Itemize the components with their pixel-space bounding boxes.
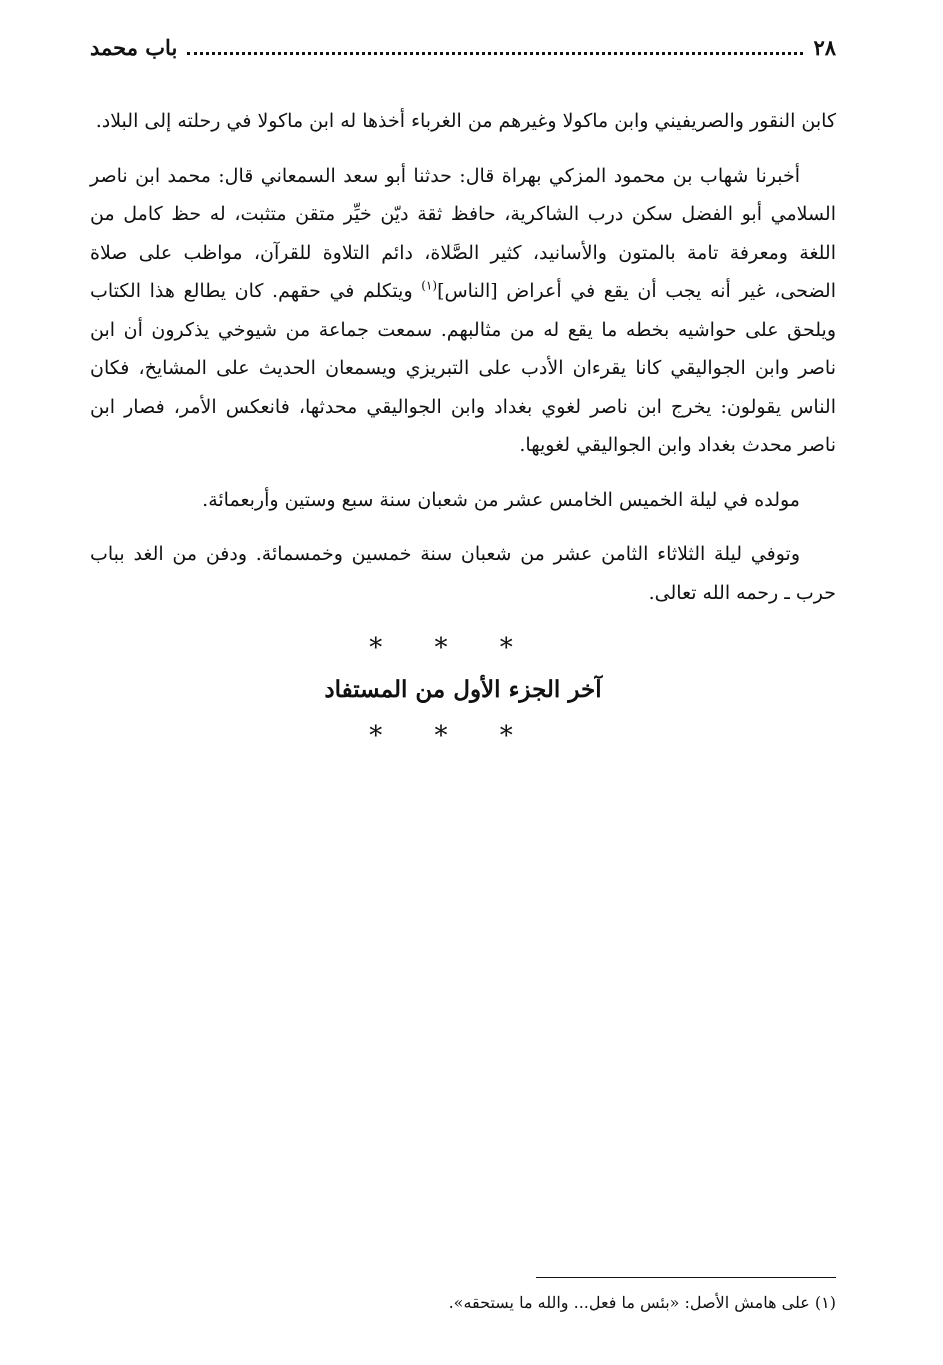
- chapter-title: باب محمد: [90, 35, 178, 60]
- paragraph-biography: [90, 157, 836, 465]
- paragraph-continuation: كابن النقور والصريفيني وابن ماكولا وغيرهم من الغرباء أخذها له ابن ماكولا في رحلته إلى البلاد.: [95, 110, 836, 132]
- dotted-leader: [187, 52, 803, 55]
- paragraph-biography-part1: أخبرنا شهاب بن محمود المزكي بهراة قال: حدثنا أبو سعد السمعاني قال: محمد ابن ناصر السلامي أبو الفضل سكن درب الشاكرية، حافظ ثقة ديّن خيِّر متقن متثبت، له حظ كامل من اللغة ومعرفة تامة بالمتون والأسانيد، كثير الصَّلاة، دائم التلاوة للقرآن، مواظب على صلاة الضحى، غير أنه يجب أن يقع في أعراض [الناس]: [90, 164, 836, 302]
- book-page: [90, 30, 836, 1350]
- asterisk-divider-top: * * *: [369, 633, 535, 663]
- paragraph-biography-part2: ويتكلم في حقهم. كان يطالع هذا الكتاب ويلحق على حواشيه بخطه ما يقع له من مثالبهم. سمعت جماعة من شيوخي يذكرون أن ابن ناصر وابن الجواليقي كانا يقرءان الأدب على التبريزي ويسمعان الحديث على المشايخ، فكان الناس يقولون: يخرج ابن ناصر لغوي بغداد وابن الجواليقي محدثها، فانعكس الأمر، فصار ابن ناصر محدث بغداد وابن الجواليقي لغويها.: [90, 280, 836, 456]
- footnote-rule: [536, 1277, 836, 1278]
- paragraph-birth: مولده في ليلة الخميس الخامس عشر من شعبان سنة سبع وستين وأربعمائة.: [202, 488, 800, 511]
- section-end-title: آخر الجزء الأول من المستفاد: [324, 676, 602, 703]
- running-header: [90, 30, 836, 62]
- body-text: [90, 102, 836, 756]
- footnote-text: (١) على هامش الأصل: «بئس ما فعل... والله ما يستحقه».: [448, 1293, 836, 1312]
- asterisk-divider-bottom: * * *: [369, 721, 535, 751]
- paragraph-death: وتوفي ليلة الثلاثاء الثامن عشر من شعبان سنة خمسين وخمسمائة. ودفن من الغد بباب حرب ـ رحمه الله تعالى.: [90, 543, 836, 604]
- footnote-reference[interactable]: (١): [421, 278, 438, 293]
- page-number: ٢٨: [813, 35, 836, 60]
